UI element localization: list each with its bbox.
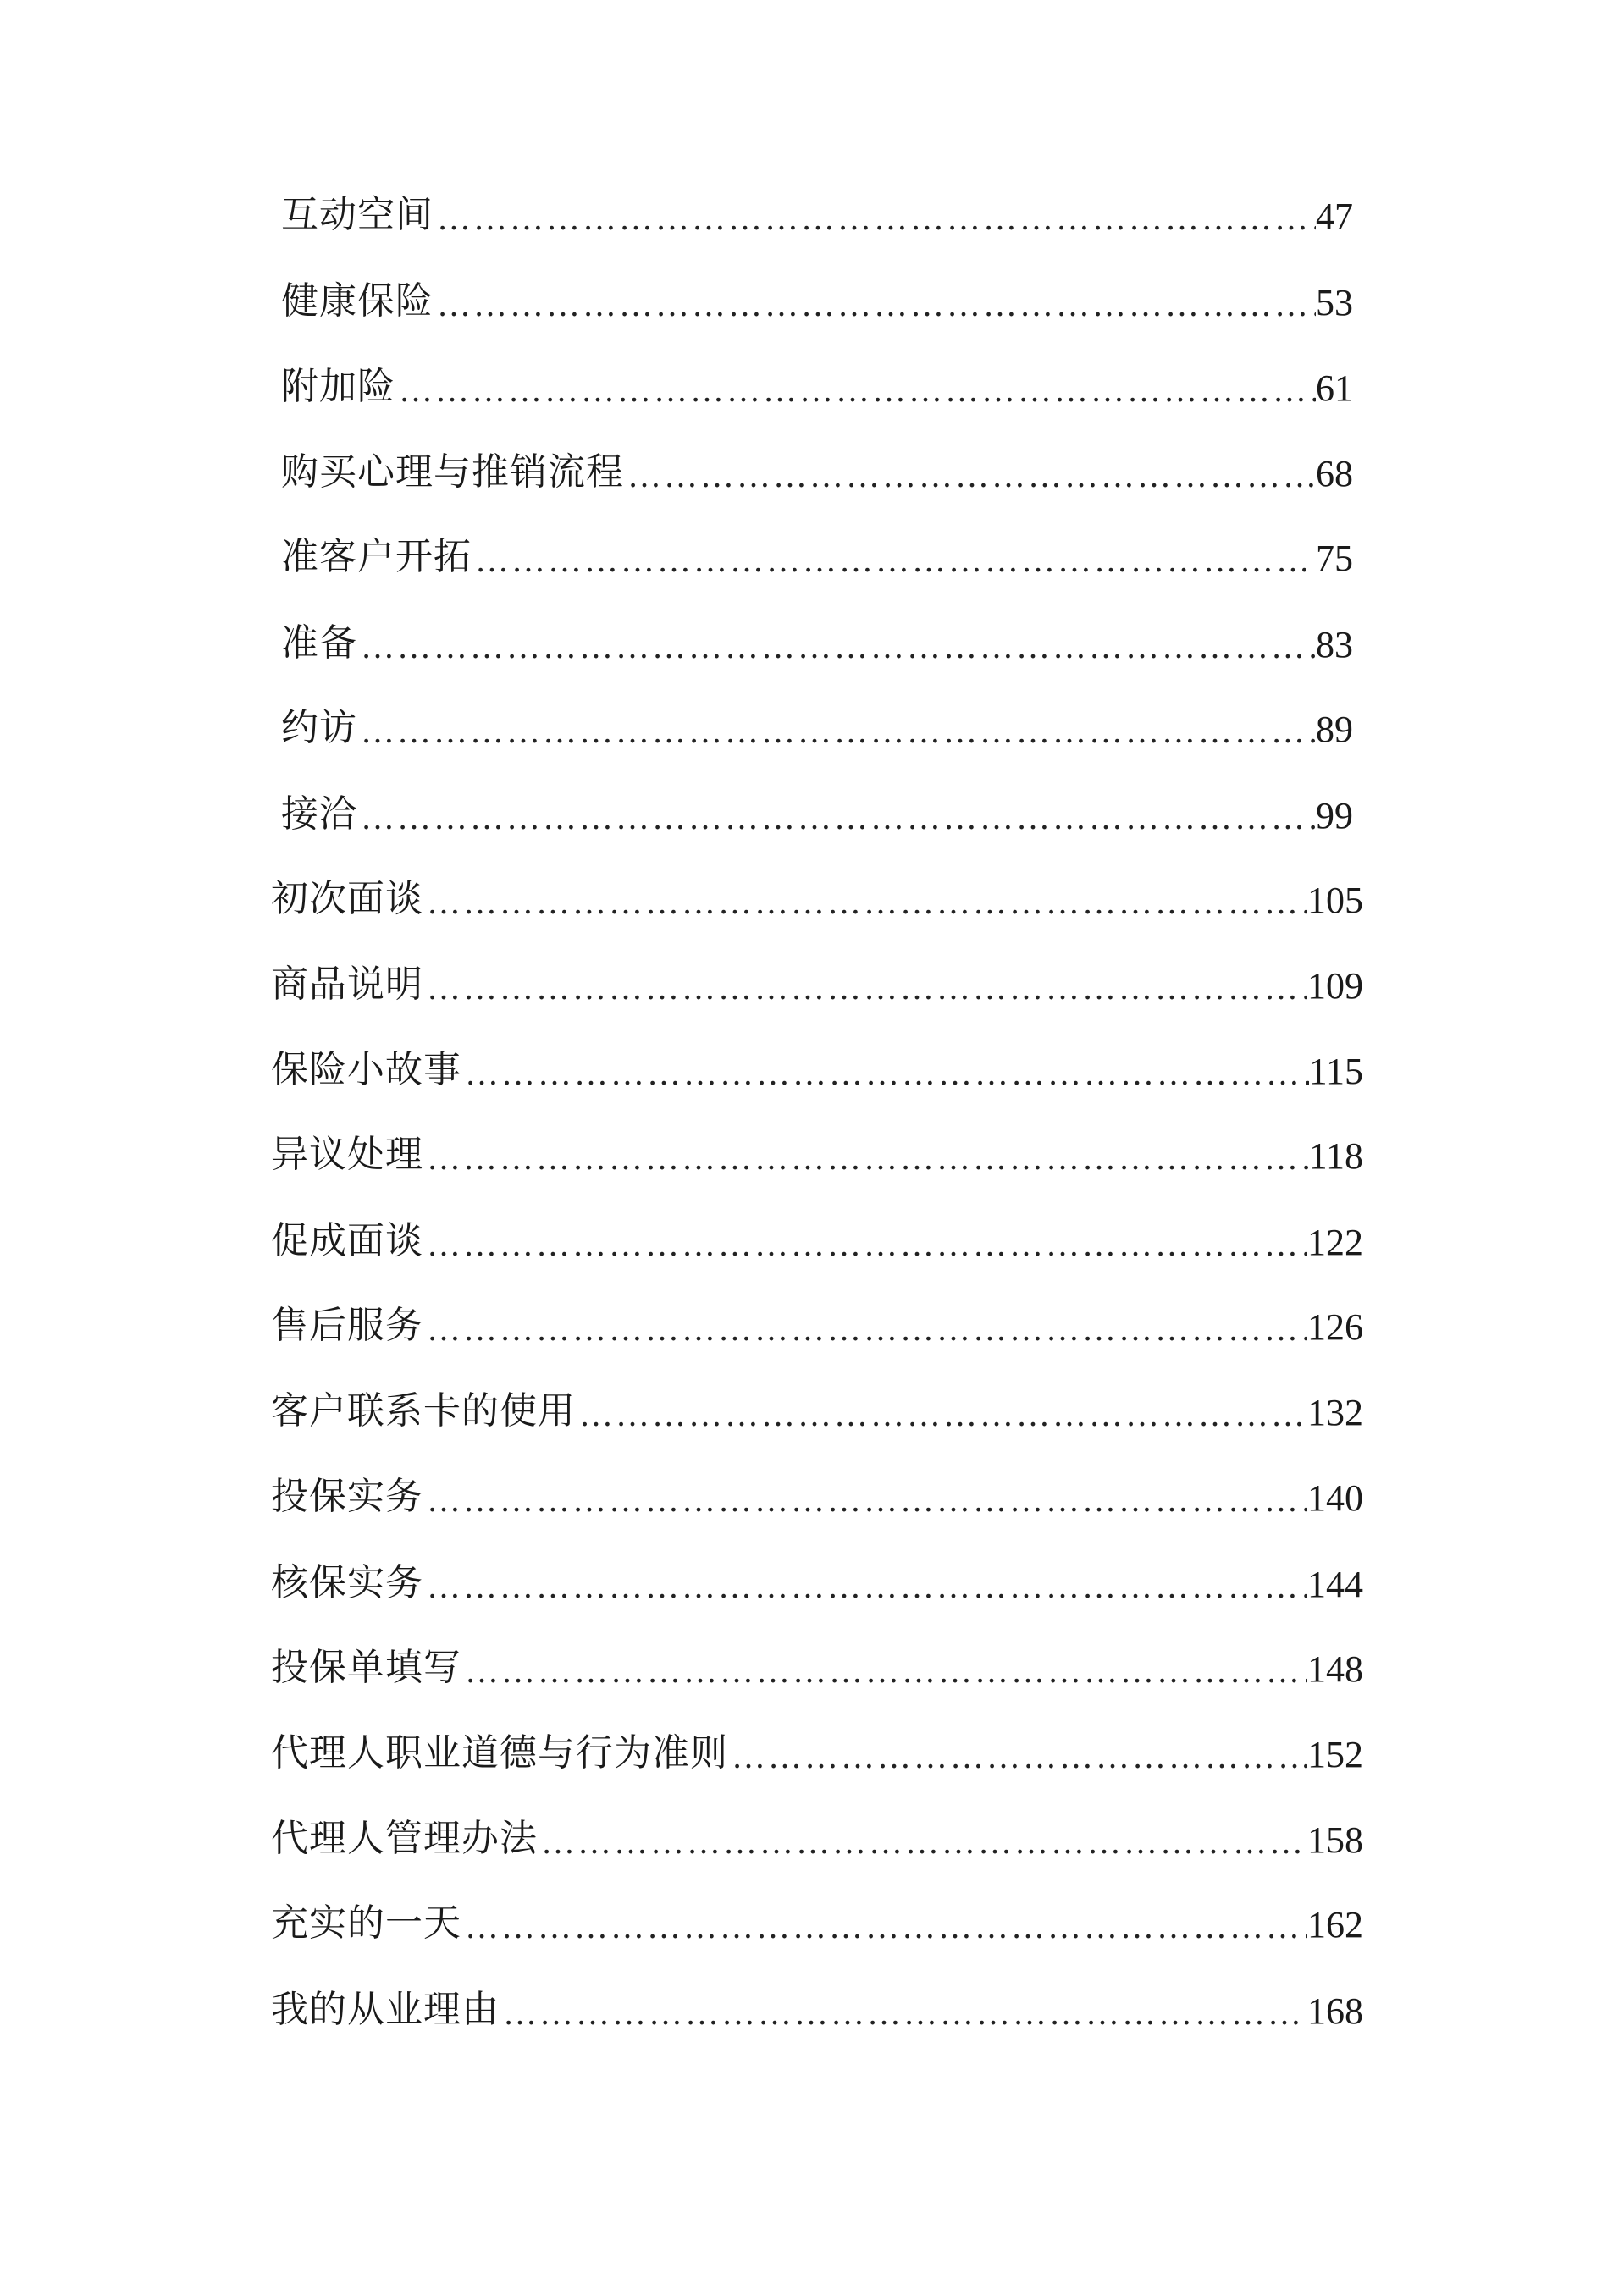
toc-entry-title: 准备 (281, 621, 357, 665)
toc-entry-page-number: 162 (1307, 1904, 1363, 1946)
toc-entry-page-number: 99 (1316, 795, 1353, 836)
toc-entry-page-number: 144 (1307, 1564, 1363, 1605)
toc-entry-title: 健康保险 (281, 279, 434, 323)
toc-entry-title: 投保实务 (271, 1475, 423, 1518)
toc-entry-title: 初次面谈 (271, 877, 423, 920)
toc-entry[interactable] (281, 362, 1353, 412)
toc-entry-title: 投保单填写 (271, 1646, 461, 1689)
toc-entry-page-number: 152 (1307, 1734, 1363, 1775)
toc-leader-dots (576, 1393, 1307, 1437)
toc-entry-page-number: 89 (1316, 709, 1353, 750)
toc-entry-page-number: 140 (1307, 1477, 1363, 1519)
toc-entry-title: 核保实务 (271, 1561, 423, 1604)
toc-leader-dots (423, 1223, 1307, 1267)
toc-entry[interactable] (271, 1045, 1363, 1096)
toc-entry-page-number: 68 (1316, 453, 1353, 494)
toc-leader-dots (434, 196, 1316, 240)
toc-leader-dots (624, 454, 1316, 498)
toc-leader-dots (472, 538, 1316, 582)
toc-entry-title: 商品说明 (271, 963, 423, 1006)
toc-leader-dots (461, 1905, 1307, 1949)
toc-leader-dots (423, 1478, 1307, 1522)
toc-entry-page-number: 109 (1307, 965, 1363, 1007)
toc-entry-page-number: 132 (1307, 1392, 1363, 1433)
toc-leader-dots (500, 1991, 1307, 2035)
toc-entry[interactable] (281, 618, 1353, 669)
toc-leader-dots (357, 709, 1316, 753)
toc-entry-page-number: 168 (1307, 1990, 1363, 2032)
toc-entry-page-number: 115 (1308, 1051, 1363, 1092)
toc-entry-title: 购买心理与推销流程 (281, 450, 624, 494)
toc-entry[interactable] (281, 190, 1353, 240)
toc-entry[interactable] (271, 1471, 1363, 1522)
toc-entry-page-number: 158 (1307, 1819, 1363, 1861)
toc-entry[interactable] (271, 1558, 1363, 1609)
toc-entry[interactable] (281, 447, 1353, 498)
toc-entry[interactable] (271, 1300, 1363, 1351)
toc-entry[interactable] (281, 789, 1353, 840)
toc-entry-page-number: 126 (1307, 1306, 1363, 1348)
toc-leader-dots (423, 966, 1307, 1010)
toc-entry-title: 促成面谈 (271, 1219, 423, 1262)
toc-entry-title: 互动空间 (281, 193, 434, 236)
toc-leader-dots (423, 1307, 1307, 1351)
toc-entry[interactable] (271, 874, 1363, 924)
toc-entry-page-number: 61 (1316, 367, 1353, 409)
toc-leader-dots (538, 1820, 1307, 1864)
toc-leader-dots (357, 796, 1316, 840)
toc-leader-dots (461, 1051, 1309, 1096)
toc-leader-dots (461, 1649, 1307, 1693)
toc-entry-title: 保险小故事 (271, 1048, 461, 1091)
toc-entry-title: 客户联系卡的使用 (271, 1389, 576, 1432)
toc-entry-title: 代理人职业道德与行为准则 (271, 1731, 728, 1774)
toc-entry-title: 代理人管理办法 (271, 1817, 538, 1860)
toc-entry-title: 约访 (281, 706, 357, 749)
toc-entry[interactable] (281, 276, 1353, 327)
toc-entry[interactable] (271, 1642, 1363, 1693)
toc-entry-title: 附加险 (281, 365, 395, 408)
toc-leader-dots (357, 625, 1316, 669)
toc-leader-dots (423, 1136, 1309, 1180)
toc-leader-dots (423, 1565, 1307, 1609)
toc-entry-title: 充实的一天 (271, 1901, 461, 1945)
toc-entry[interactable] (281, 703, 1353, 753)
toc-entry-title: 售后服务 (271, 1304, 423, 1347)
toc-entry-title: 接洽 (281, 792, 357, 836)
toc-entry[interactable] (271, 1728, 1363, 1779)
toc-entry[interactable] (271, 1129, 1363, 1180)
toc-entry-page-number: 122 (1307, 1222, 1363, 1263)
toc-entry-page-number: 75 (1316, 538, 1353, 579)
toc-entry[interactable] (271, 1984, 1363, 2035)
toc-entry[interactable] (281, 532, 1353, 582)
toc-entry-page-number: 118 (1308, 1135, 1363, 1177)
toc-entry-title: 我的从业理由 (271, 1988, 500, 2031)
toc-entry-page-number: 83 (1316, 624, 1353, 665)
toc-leader-dots (423, 880, 1307, 924)
toc-entry-title: 准客户开拓 (281, 535, 472, 578)
toc-leader-dots (434, 283, 1316, 327)
toc-entry-page-number: 47 (1316, 196, 1353, 237)
toc-entry-page-number: 53 (1316, 282, 1353, 323)
toc-entry[interactable] (271, 1386, 1363, 1437)
toc-entry-page-number: 148 (1307, 1648, 1363, 1690)
toc-entry[interactable] (271, 1216, 1363, 1267)
toc-leader-dots (395, 368, 1316, 412)
toc-entry-page-number: 105 (1307, 880, 1363, 921)
toc-entry-title: 异议处理 (271, 1133, 423, 1176)
toc-entry[interactable] (271, 959, 1363, 1010)
toc-entry[interactable] (271, 1898, 1363, 1949)
toc-leader-dots (728, 1735, 1307, 1779)
toc-entry[interactable] (271, 1813, 1363, 1864)
